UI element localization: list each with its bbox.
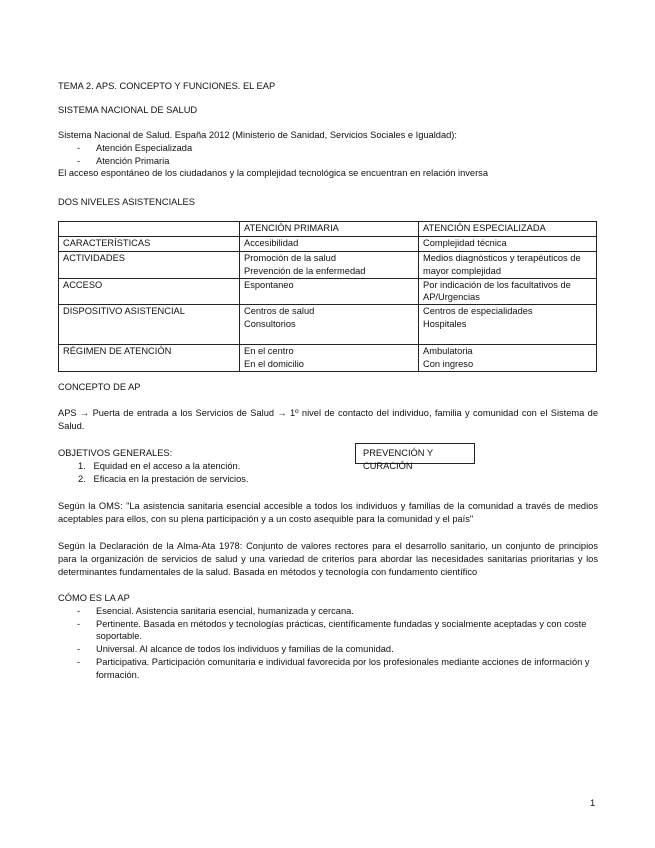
cell-line: Accesibilidad bbox=[244, 238, 299, 248]
table-row bbox=[59, 344, 597, 371]
table-header-row bbox=[59, 222, 597, 237]
list-item: - Pertinente. Basada en métodos y tecnologías prácticas, científicamente fundadas y socialmente aceptadas y con coste soportable. bbox=[58, 618, 598, 644]
almaata-definition: Según la Declaración de la Alma-Ata 1978: Conjunto de valores rectores para el desarrollo sanitario, un conjunto de principios para la organización de servicios de salud y una variedad de criterios para abordar las necesidades sanitarias prioritarias y los determinantes fundamentales de la salud. Basada en métodos y tecnología con fundamento científico bbox=[58, 541, 598, 577]
ae-cell bbox=[419, 252, 597, 279]
ap-cell bbox=[240, 305, 419, 345]
how-section bbox=[58, 592, 598, 682]
table-row bbox=[59, 278, 597, 305]
list-item: - Participativa. Participación comunitaria e individual favorecida por los profesionales mediante acciones de información y formación. bbox=[58, 656, 598, 682]
cell-line: Espontaneo bbox=[244, 279, 294, 290]
ap-cell bbox=[240, 237, 419, 252]
row-label: RÉGIMEN DE ATENCIÓN bbox=[59, 344, 240, 371]
ap-cell bbox=[240, 252, 419, 279]
table-row bbox=[59, 237, 597, 252]
ae-cell bbox=[419, 278, 597, 305]
cell-line bbox=[244, 331, 414, 344]
list-item: - Atención Primaria bbox=[58, 155, 598, 168]
levels-table bbox=[58, 221, 597, 372]
cell-line: Promoción de la salud bbox=[244, 253, 336, 263]
cell-line: mayor complejidad bbox=[423, 265, 502, 276]
cell-line: Por indicación de los facultativos de bbox=[423, 279, 571, 290]
page-number: 1 bbox=[590, 798, 596, 808]
cell-line: En el domicilio bbox=[244, 358, 304, 369]
list-item: - Atención Especializada bbox=[58, 142, 598, 155]
table-row bbox=[59, 305, 597, 345]
cell-line: Ambulatoria bbox=[423, 345, 473, 356]
cell-line: En el centro bbox=[244, 345, 294, 356]
ae-cell bbox=[419, 344, 597, 371]
cell-line: Complejidad técnica bbox=[423, 238, 507, 248]
cell-line: Centros de salud bbox=[244, 306, 315, 317]
list-item: 1. Equidad en el acceso a la atención. bbox=[78, 460, 241, 471]
sns-heading: SISTEMA NACIONAL DE SALUD bbox=[58, 105, 198, 115]
cell-line: Prevención de la enfermedad bbox=[244, 265, 366, 276]
cell-line: Consultorios bbox=[244, 319, 296, 330]
prevention-box bbox=[355, 443, 475, 471]
ap-cell bbox=[240, 278, 419, 305]
concept-text: APS → Puerta de entrada a los Servicios de Salud → 1º nivel de contacto del individuo, familia y comunidad con el Sistema de Salud. bbox=[58, 408, 598, 431]
objectives-section bbox=[58, 447, 348, 485]
oms-definition: Según la OMS: "La asistencia sanitaria esencial accesible a todos los individuos y familias de la comunidad a través de medios aceptables para ellos, con su plena participación y a un costo asequible para la comunidad y el país" bbox=[58, 501, 598, 524]
ae-cell bbox=[419, 305, 597, 345]
cell-line: Con ingreso bbox=[423, 358, 474, 369]
row-label: ACCESO bbox=[59, 278, 240, 305]
cell-line: Medios diagnósticos y terapéuticos de bbox=[423, 253, 581, 263]
sns-note: El acceso espontáneo de los ciudadanos y la complejidad tecnológica se encuentran en relación inversa bbox=[58, 168, 488, 179]
list-item: 2. Eficacia en la prestación de servicios. bbox=[78, 473, 249, 484]
levels-heading: DOS NIVELES ASISTENCIALES bbox=[58, 197, 195, 207]
row-label: CARACTERÍSTICAS bbox=[59, 237, 240, 252]
prevention-box-label: PREVENCIÓN Y CURACIÓN bbox=[363, 448, 433, 471]
cell-line bbox=[423, 331, 592, 344]
cell-line: Hospitales bbox=[423, 319, 467, 330]
how-heading: CÓMO ES LA AP bbox=[58, 593, 130, 603]
ae-cell bbox=[419, 237, 597, 252]
row-label: DISPOSITIVO ASISTENCIAL bbox=[59, 305, 240, 345]
list-item: - Universal. Al alcance de todos los individuos y familias de la comunidad. bbox=[58, 643, 598, 656]
sns-intro: Sistema Nacional de Salud. España 2012 (Ministerio de Sanidad, Servicios Sociales e Igualdad): bbox=[58, 130, 457, 140]
ap-cell bbox=[240, 344, 419, 371]
how-list bbox=[58, 605, 598, 682]
document-title: TEMA 2. APS. CONCEPTO Y FUNCIONES. EL EAP bbox=[58, 81, 276, 91]
objectives-heading: OBJETIVOS GENERALES: bbox=[58, 448, 173, 458]
sns-section bbox=[58, 129, 598, 180]
cell-line: Centros de especialidades bbox=[423, 306, 533, 317]
concept-heading: CONCEPTO DE AP bbox=[58, 382, 141, 392]
table-header-cell: ATENCIÓN ESPECIALIZADA bbox=[419, 222, 597, 237]
table-row bbox=[59, 252, 597, 279]
table-header-cell: ATENCIÓN PRIMARIA bbox=[240, 222, 419, 237]
cell-line: AP/Urgencias bbox=[423, 292, 480, 303]
table-header-cell bbox=[59, 222, 240, 237]
objectives-list bbox=[58, 460, 348, 486]
row-label: ACTIVIDADES bbox=[59, 252, 240, 279]
list-item: - Esencial. Asistencia sanitaria esencial, humanizada y cercana. bbox=[58, 605, 598, 618]
sns-list bbox=[58, 142, 598, 168]
